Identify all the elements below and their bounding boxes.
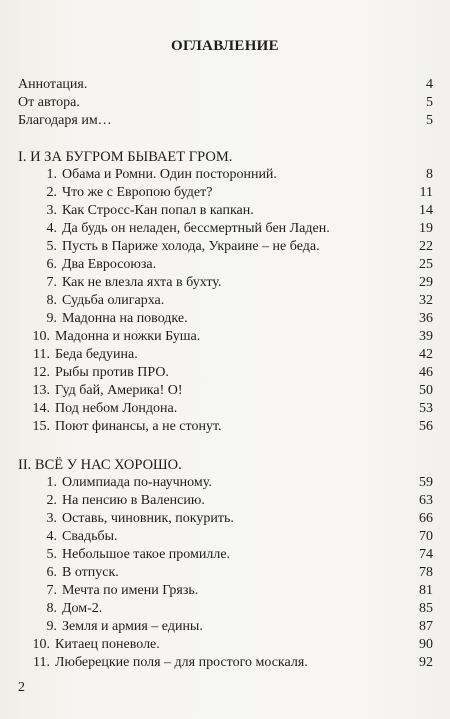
entry-title: Поют финансы, а не стонут. xyxy=(55,419,222,434)
entry-title: Обама и Ромни. Один посторонний. xyxy=(62,167,277,182)
entry-number: 3. xyxy=(46,203,57,218)
entry-number: 11. xyxy=(33,347,50,362)
entry-number: 1. xyxy=(46,475,57,490)
toc-entry xyxy=(18,292,433,310)
entry-number: 5. xyxy=(46,547,57,562)
toc-entry xyxy=(18,184,433,202)
toc-entry xyxy=(18,418,433,436)
entry-page: 66 xyxy=(419,511,433,526)
entry-title: Судьба олигарха. xyxy=(62,293,165,308)
entry-title: Пусть в Париже холода, Украине – не беда. xyxy=(62,239,320,254)
toc-entry xyxy=(18,202,433,220)
entry-number: 4. xyxy=(46,221,57,236)
toc-entry xyxy=(18,474,433,492)
toc-entry xyxy=(18,310,433,328)
toc-entry xyxy=(18,220,433,238)
entry-title: Под небом Лондона. xyxy=(55,401,178,416)
entry-number: 12. xyxy=(32,365,50,380)
entry-page: 8 xyxy=(426,167,433,182)
entry-number: 3. xyxy=(46,511,57,526)
entry-page: 59 xyxy=(419,475,433,490)
entry-title: Что же с Европою будет? xyxy=(62,185,213,200)
entry-number: 6. xyxy=(46,257,57,272)
toc-entry xyxy=(18,582,433,600)
toc-entry xyxy=(18,600,433,618)
section-heading xyxy=(18,148,433,166)
entry-title: Да будь он неладен, бессмертный бен Ладен. xyxy=(62,221,330,236)
entry-number: 2. xyxy=(46,185,57,200)
toc-entry xyxy=(18,346,433,364)
entry-page: 4 xyxy=(426,77,433,92)
entry-page: 78 xyxy=(419,565,433,580)
entry-title: На пенсию в Валенсию. xyxy=(62,493,205,508)
entry-number: 6. xyxy=(46,565,57,580)
entry-title: Мадонна на поводке. xyxy=(62,311,188,326)
toc-entry xyxy=(18,166,433,184)
entry-page: 90 xyxy=(419,637,433,652)
entry-title: Свадьбы. xyxy=(62,529,118,544)
entry-number: 7. xyxy=(46,583,57,598)
toc-entry xyxy=(18,76,433,94)
toc-entry xyxy=(18,528,433,546)
toc-entry xyxy=(18,112,433,130)
entry-page: 29 xyxy=(419,275,433,290)
page-number: 2 xyxy=(18,680,25,695)
entry-number: 5. xyxy=(46,239,57,254)
toc-entry xyxy=(18,636,433,654)
entry-page: 32 xyxy=(419,293,433,308)
entry-title: От автора. xyxy=(18,95,80,110)
entry-page: 70 xyxy=(419,529,433,544)
entry-number: 1. xyxy=(46,167,57,182)
entry-page: 85 xyxy=(419,601,433,616)
entry-number: 10. xyxy=(32,637,50,652)
entry-page: 14 xyxy=(419,203,433,218)
entry-page: 39 xyxy=(419,329,433,344)
entry-page: 87 xyxy=(419,619,433,634)
entry-title: Земля и армия – едины. xyxy=(62,619,203,634)
entry-number: 7. xyxy=(46,275,57,290)
entry-title: Рыбы против ПРО. xyxy=(55,365,169,380)
toc-entry xyxy=(18,492,433,510)
toc-entry xyxy=(18,400,433,418)
toc-entry xyxy=(18,618,433,636)
entry-page: 22 xyxy=(419,239,433,254)
entry-number: 9. xyxy=(46,311,57,326)
entry-title: Гуд бай, Америка! О! xyxy=(55,383,183,398)
entry-title: Люберецкие поля – для простого москаля. xyxy=(55,655,308,670)
toc-entry xyxy=(18,256,433,274)
entry-title: Как Стросс-Кан попал в капкан. xyxy=(62,203,254,218)
toc-entry xyxy=(18,564,433,582)
entry-title: Благодаря им… xyxy=(18,113,112,128)
entry-page: 25 xyxy=(419,257,433,272)
toc-entry xyxy=(18,274,433,292)
entry-title: Мадонна и ножки Буша. xyxy=(55,329,201,344)
entry-page: 50 xyxy=(419,383,433,398)
entry-page: 11 xyxy=(419,185,433,200)
toc-entry xyxy=(18,364,433,382)
entry-number: 10. xyxy=(32,329,50,344)
entry-page: 81 xyxy=(419,583,433,598)
entry-title: Аннотация. xyxy=(18,77,88,92)
entry-page: 56 xyxy=(419,419,433,434)
entry-title: Дом-2. xyxy=(62,601,103,616)
section-title: II. ВСЁ У НАС ХОРОШО. xyxy=(18,457,182,473)
entry-title: Беда бедуина. xyxy=(55,347,138,362)
toc-heading: ОГЛАВЛЕНИЕ xyxy=(171,38,279,54)
entry-number: 13. xyxy=(32,383,50,398)
section-heading xyxy=(18,456,433,474)
entry-number: 2. xyxy=(46,493,57,508)
entry-title: Олимпиада по-научному. xyxy=(62,475,212,490)
entry-page: 5 xyxy=(426,95,433,110)
entry-title: В отпуск. xyxy=(62,565,119,580)
entry-page: 92 xyxy=(419,655,433,670)
entry-page: 63 xyxy=(419,493,433,508)
entry-title: Два Евросоюза. xyxy=(62,257,157,272)
entry-title: Небольшое такое промилле. xyxy=(62,547,231,562)
toc-entry xyxy=(18,546,433,564)
entry-page: 46 xyxy=(419,365,433,380)
section-title: I. И ЗА БУГРОМ БЫВАЕТ ГРОМ. xyxy=(18,149,233,165)
toc-entry xyxy=(18,510,433,528)
toc-entry xyxy=(18,654,433,672)
entry-page: 36 xyxy=(419,311,433,326)
entry-title: Китаец поневоле. xyxy=(55,637,160,652)
entry-page: 53 xyxy=(419,401,433,416)
entry-number: 9. xyxy=(46,619,57,634)
entry-title: Как не влезла яхта в бухту. xyxy=(62,275,222,290)
toc-entry xyxy=(18,328,433,346)
entry-page: 42 xyxy=(419,347,433,362)
entry-number: 8. xyxy=(46,293,57,308)
toc-entry xyxy=(18,94,433,112)
entry-page: 5 xyxy=(426,113,433,128)
entry-title: Оставь, чиновник, покурить. xyxy=(62,511,234,526)
entry-number: 8. xyxy=(46,601,57,616)
entry-title: Мечта по имени Грязь. xyxy=(62,583,199,598)
entry-page: 74 xyxy=(419,547,433,562)
toc-entry xyxy=(18,238,433,256)
entry-number: 14. xyxy=(32,401,50,416)
toc-entry xyxy=(18,382,433,400)
entry-number: 15. xyxy=(32,419,50,434)
entry-page: 19 xyxy=(419,221,433,236)
entry-number: 4. xyxy=(46,529,57,544)
entry-number: 11. xyxy=(33,655,50,670)
